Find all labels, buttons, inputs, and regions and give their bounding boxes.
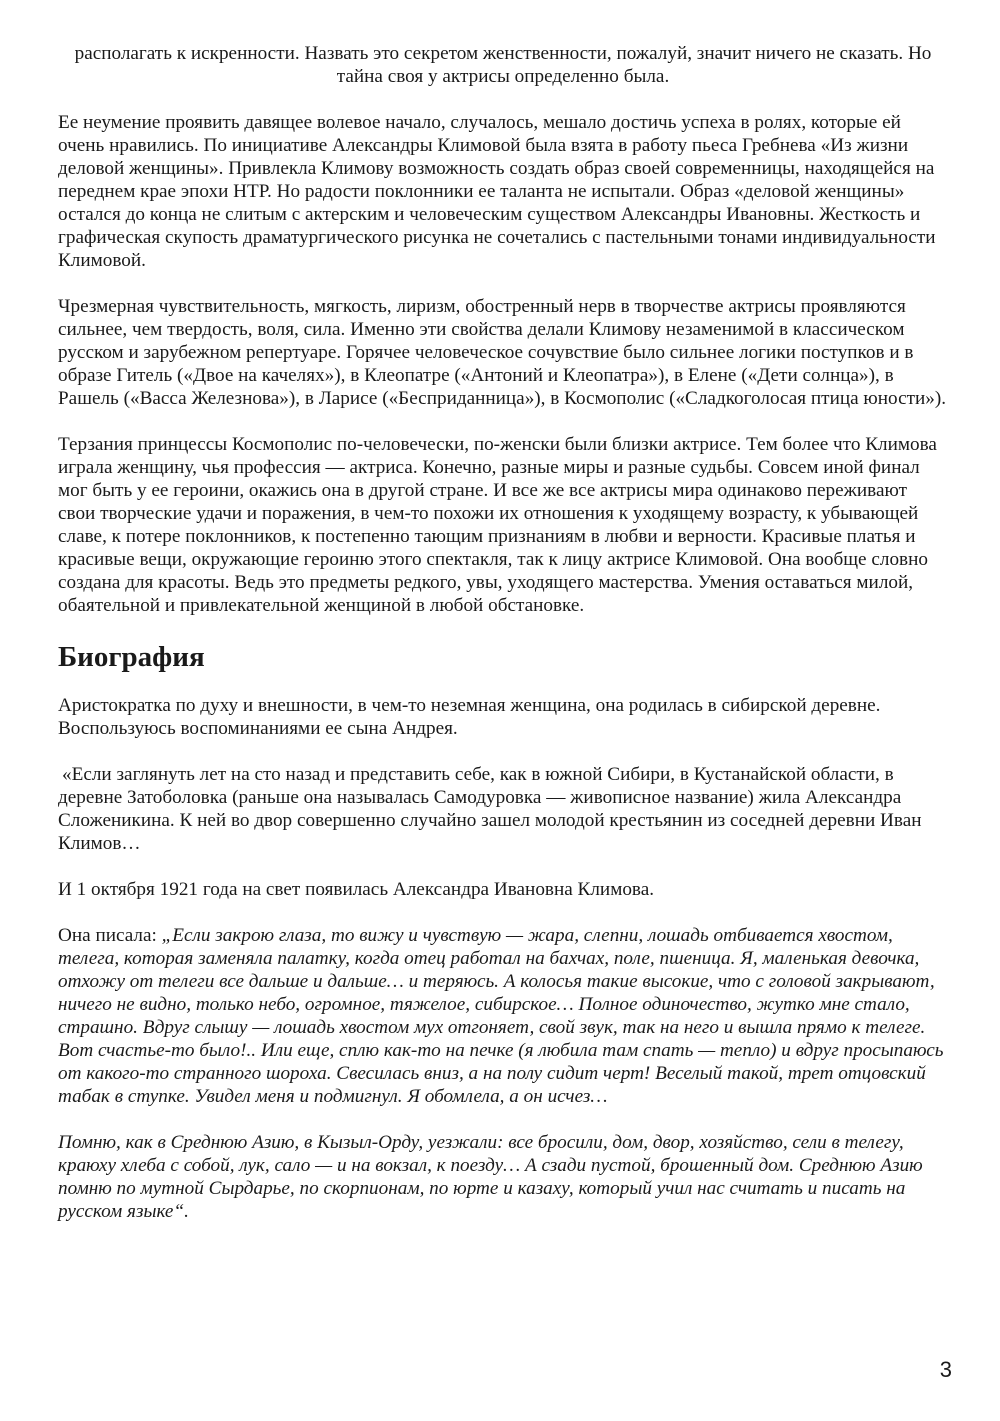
- bio-paragraph-memoir: [58, 924, 948, 1108]
- bio-paragraph-origin: Аристократка по духу и внешности, в чем-то неземная женщина, она родилась в сибирской деревне. Воспользуюсь воспоминаниями ее сына Андрея.: [58, 695, 881, 739]
- paragraph-business-woman: Ее неумение проявить давящее волевое начало, случалось, мешало достичь успеха в ролях, которые ей очень нравились. По инициативе Александры Климовой была взята в работу пьеса Гребнева «Из жизни деловой женщины». Привлекла Климову возможность создать образ своей современницы, находящейся на переднем крае эпохи НТР. Но радости поклонники ее таланта не испытали. Образ «деловой женщины» остался до конца не слитым с актерским и человеческим существом Александры Ивановны. Жесткость и графическая скупость драматургического рисунка не сочетались с пастельными тонами индивидуальности Климовой.: [58, 112, 936, 271]
- page-content: [58, 42, 948, 1246]
- bio-paragraph-central-asia: Помню, как в Среднюю Азию, в Кызыл-Орду, уезжали: все бросили, дом, двор, хозяйство, сели в телегу, краюху хлеба с собой, лук, сало — и на вокзал, к поезду… А сзади пустой, брошенный дом. Среднюю Азию помню по мутной Сырдарье, по скорпионам, по юрте и казаху, который учил нас считать и писать на русском языке“.: [58, 1132, 923, 1222]
- bio-paragraph-birth: И 1 октября 1921 года на свет появилась Александра Ивановна Климова.: [58, 879, 655, 900]
- paragraph-cosmopolis: Терзания принцессы Космополис по-человечески, по-женски были близки актрисе. Тем более что Климова играла женщину, чья профессия — актриса. Конечно, разные миры и разные судьбы. Совсем иной финал мог быть у ее героини, окажись она в другой стране. И все же все актрисы мира одинаково переживают свои творческие удачи и поражения, в чем-то похожи их отношения к уходящему возрасту, к убывающей славе, к потере поклонников, к постепенно тающим признаниям в любви и верности. Красивые платья и красивые вещи, окружающие героиню этого спектакля, так к лицу актрисе Климовой. Она вообще словно создана для красоты. Ведь это предметы редкого, увы, уходящего мастерства. Умения оставаться милой, обаятельной и привлекательной женщиной в любой обстановке.: [58, 434, 937, 616]
- bio-paragraph-village: «Если заглянуть лет на сто назад и представить себе, как в южной Сибири, в Кустанайской области, в деревне Затоболовка (раньше она называлась Самодуровка — живописное название) жила Александра Сложеникина. К ней во двор совершенно случайно зашел молодой крестьянин из соседней деревни Иван Климов…: [58, 764, 922, 854]
- intro-paragraph: располагать к искренности. Назвать это секретом женственности, пожалуй, значит ничего не сказать. Но тайна своя у актрисы определенно была.: [74, 43, 932, 87]
- paragraph-sensitivity: Чрезмерная чувствительность, мягкость, лиризм, обостренный нерв в творчестве актрисы проявляются сильнее, чем твердость, воля, сила. Именно эти свойства делали Климову незаменимой в классическом русском и зарубежном репертуаре. Горячее человеческое сочувствие было сильнее логики поступков и в образе Гитель («Двое на качелях»), в Клеопатре («Антоний и Клеопатра»), в Елене («Дети солнца»), в Рашель («Васса Железнова»), в Ларисе («Бесприданница»), в Космополис («Сладкоголосая птица юности»).: [58, 296, 947, 409]
- section-heading-biography: Биография: [58, 641, 205, 673]
- page-number: 3: [939, 1357, 952, 1382]
- memoir-lead-text: Она писала:: [58, 925, 162, 946]
- memoir-quote-text: „Если закрою глаза, то вижу и чувствую — жара, слепни, лошадь отбивается хвостом, телега, которая заменяла палатку, когда отец работал на бахчах, поле, пшеница. Я, маленькая девочка, отхожу от телеги все дальше и дальше… и теряюсь. А колосья такие высокие, что с головой закрывают, ничего не видно, только небо, огромное, тяжелое, сибирское… Полное одиночество, жутко мне стало, страшно. Вдруг слышу — лошадь хвостом мух отгоняет, свой звук, так на него и вышла прямо к телеге. Вот счастье-то было!.. Или еще, сплю как-то на печке (я любила там спать — тепло) и вдруг просыпаюсь от какого-то странного шороха. Свесилась вниз, а на полу сидит черт! Веселый такой, трет отцовский табак в ступке. Увидел меня и подмигнул. Я обомлела, а он исчез…: [58, 925, 944, 1107]
